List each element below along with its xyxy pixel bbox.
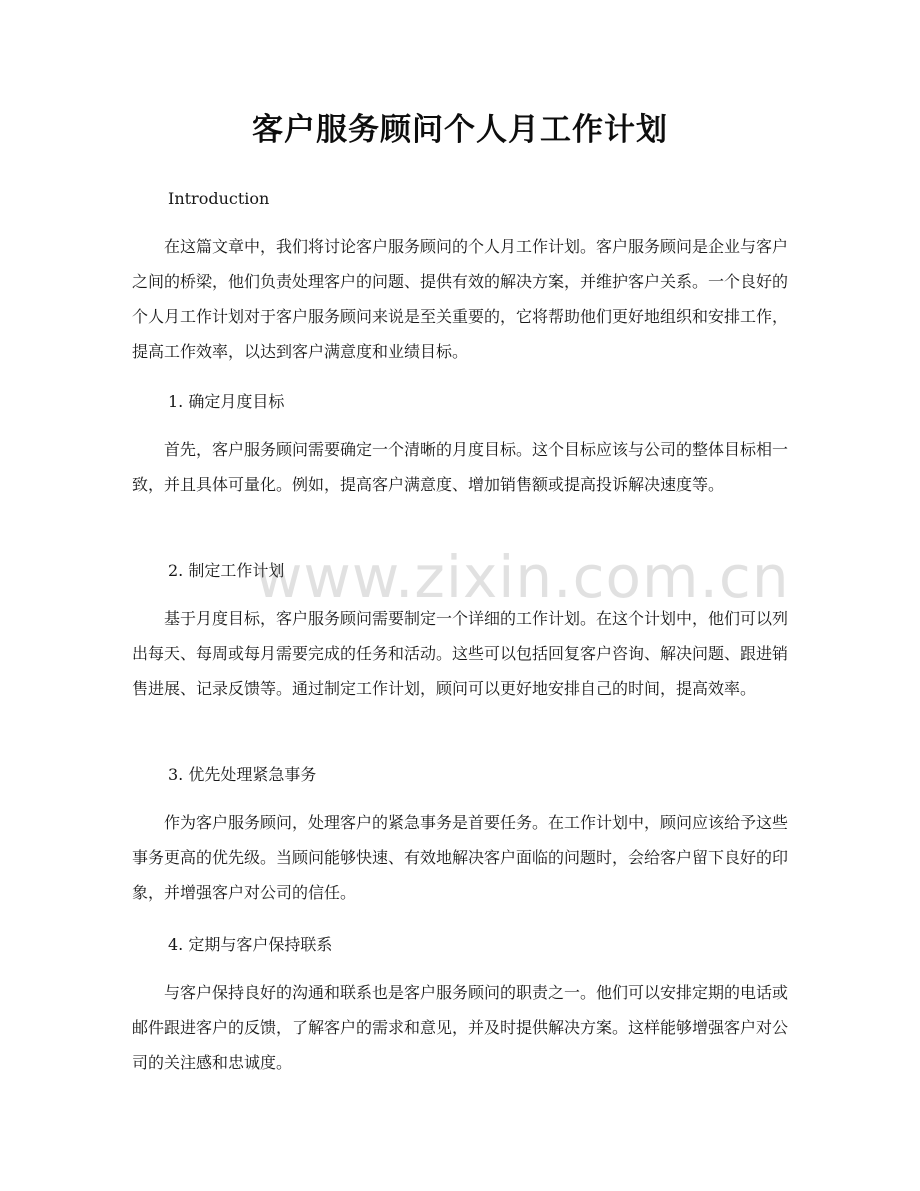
section-2-paragraph: 基于月度目标，客户服务顾问需要制定一个详细的工作计划。在这个计划中，他们可以列出每天、每周或每月需要完成的任务和活动。这些可以包括回复客户咨询、解决问题、跟进销售进展、记录反馈等。通过制定工作计划，顾问可以更好地安排自己的时间，提高效率。	[132, 609, 789, 698]
section-4-heading: 4. 定期与客户保持联系	[168, 935, 333, 954]
document-title: 客户服务顾问个人月工作计划	[252, 112, 668, 148]
intro-paragraph: 在这篇文章中，我们将讨论客户服务顾问的个人月工作计划。客户服务顾问是企业与客户之间的桥梁，他们负责处理客户的问题、提供有效的解决方案，并维护客户关系。一个良好的个人月工作计划对于客户服务顾问来说是至关重要的，它将帮助他们更好地组织和安排工作，提高工作效率，以达到客户满意度和业绩目标。	[132, 237, 789, 361]
section-4-paragraph: 与客户保持良好的沟通和联系也是客户服务顾问的职责之一。他们可以安排定期的电话或邮件跟进客户的反馈，了解客户的需求和意见，并及时提供解决方案。这样能够增强客户对公司的关注感和忠诚度。	[132, 983, 789, 1072]
section-2-heading: 2. 制定工作计划	[168, 561, 285, 580]
section-1-paragraph: 首先，客户服务顾问需要确定一个清晰的月度目标。这个目标应该与公司的整体目标相一致，并且具体可量化。例如，提高客户满意度、增加销售额或提高投诉解决速度等。	[132, 440, 789, 494]
section-3-heading: 3. 优先处理紧急事务	[168, 765, 317, 784]
intro-heading: Introduction	[168, 189, 270, 208]
section-3-paragraph: 作为客户服务顾问，处理客户的紧急事务是首要任务。在工作计划中，顾问应该给予这些事务更高的优先级。当顾问能够快速、有效地解决客户面临的问题时，会给客户留下良好的印象，并增强客户对公司的信任。	[132, 813, 789, 902]
watermark: www.zixin.com.cn	[255, 543, 790, 611]
section-1-heading: 1. 确定月度目标	[168, 392, 285, 411]
